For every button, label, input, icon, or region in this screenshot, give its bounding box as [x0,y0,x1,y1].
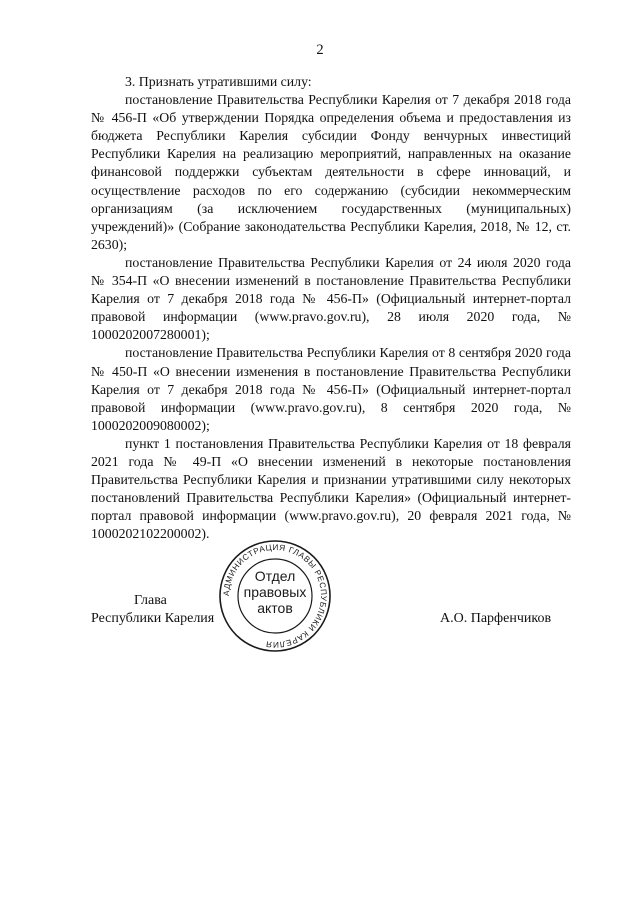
page-number: 2 [316,42,324,58]
stamp-line3: актов [257,600,293,616]
paragraph-decree-450: постановление Правительства Республики Карелия от 8 сентября 2020 года № 450-П «О внесении изменения в постановление Правительства Республики Карелия от 7 декабря 2018 года № 456-П» (Официальный интернет-портал правовой информации (www.pravo.gov.ru), 8 сентября 2020 года, № 1000202009080002); [91,345,571,433]
document-body [91,73,571,543]
official-stamp [218,539,332,653]
paragraph-decree-49: пункт 1 постановления Правительства Республики Карелия от 18 февраля 2021 года № 49-П «О внесении изменений в некоторые постановления Правительства Республики Карелия и признании утратившими силу некоторых постановлений Правительства Республики Карелия» (Официальный интернет-портал правовой информации (www.pravo.gov.ru), 20 февраля 2021 года, № 1000202102200002). [91,435,571,542]
section-heading: 3. Признать утратившими силу: [125,74,312,89]
stamp-ring-text: АДМИНИСТРАЦИЯ ГЛАВЫ РЕСПУБЛИКИ КАРЕЛИЯ [221,542,329,650]
stamp-center-text [218,568,332,616]
stamp-line1: Отдел [254,568,296,584]
signature-title-line1: Глава [134,593,167,608]
signatory-name: А.О. Парфенчиков [440,611,552,626]
stamp-line2: правовых [243,584,307,600]
paragraph-decree-354: постановление Правительства Республики Карелия от 24 июля 2020 года № 354-П «О внесении изменений в постановление Правительства Республики Карелия от 7 декабря 2018 года № 456-П» (Официальный интернет-портал правовой информации (www.pravo.gov.ru), 28 июля 2020 года, № 1000202007280001); [91,254,571,343]
paragraph-decree-456: постановление Правительства Республики Карелия от 7 декабря 2018 года № 456-П «Об утверждении Порядка определения объема и предоставления из бюджета Республики Карелия субсидии Фонду венчурных инвестиций Республики Карелия на реализацию мероприятий, направленных на оказание финансовой поддержки субъектам деятельности в сфере инноваций, и осуществление расходов по его содержанию (субсидии некоммерческим организациям (за исключением государственных (муниципальных) учреждений)» (Собрание законодательства Республики Карелия, 2018, № 12, ст. 2630); [91,92,571,252]
signature-title-line2: Республики Карелия [91,611,215,626]
